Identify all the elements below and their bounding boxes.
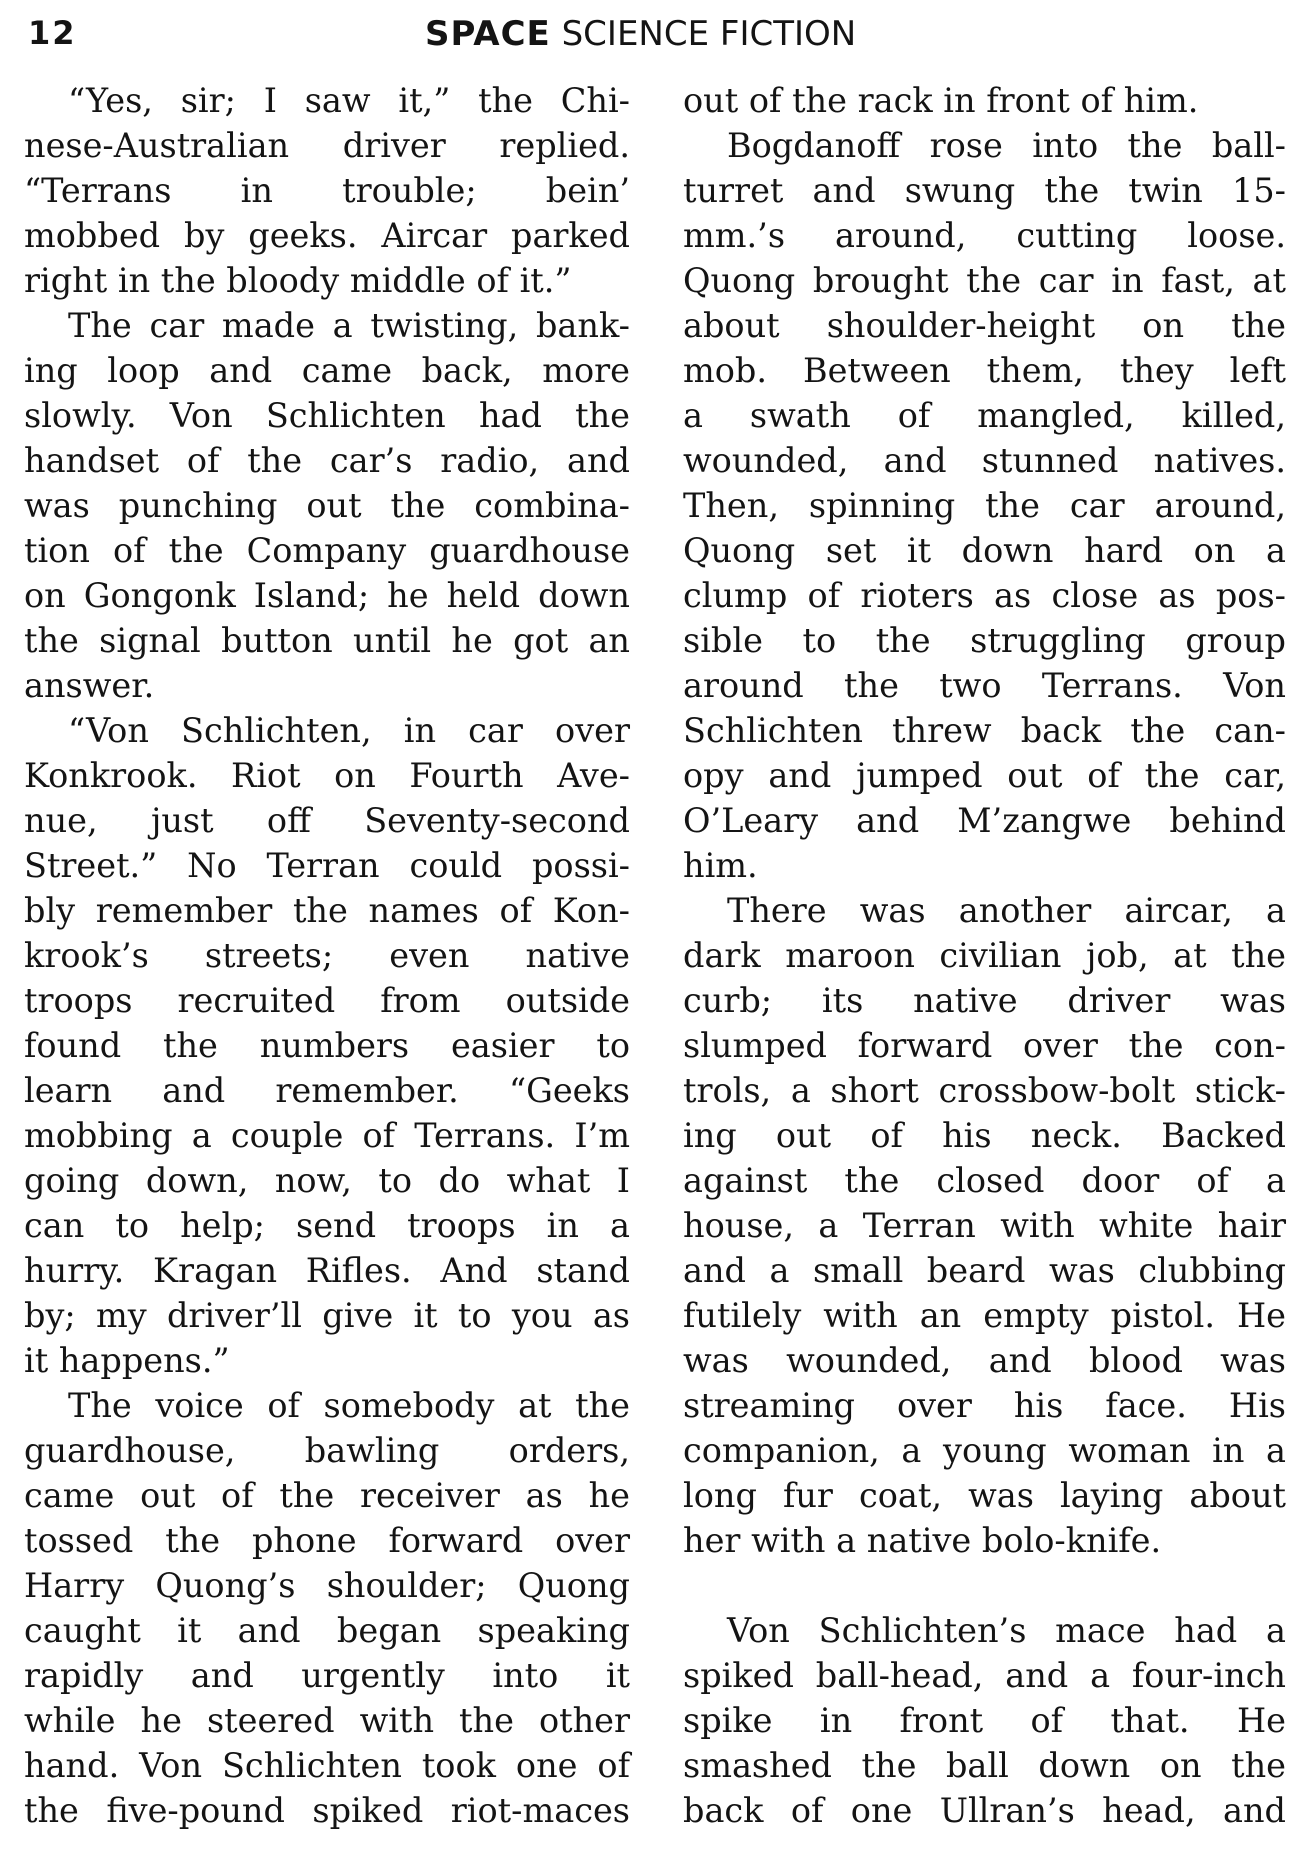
text-line: Quong set it down hard on a — [683, 531, 1286, 570]
text-line: by; my driver’ll give it to you as — [24, 1296, 630, 1335]
text-line: Von Schlichten’s mace had a — [727, 1611, 1286, 1650]
text-line: about shoulder-height on the — [683, 306, 1286, 345]
text-line: her with a native bolo-knife. — [683, 1521, 1162, 1560]
text-line: rapidly and urgently into it — [24, 1656, 630, 1695]
magazine-name: SPACE — [425, 14, 551, 54]
text-line: hand. Von Schlichten took one of — [24, 1746, 630, 1785]
left-text-column — [24, 78, 630, 1833]
right-text-column — [683, 78, 1286, 1833]
text-line: handset of the car’s radio, and — [24, 441, 630, 480]
text-line: nue, just off Seventy-second — [24, 801, 630, 840]
text-line: mm.’s around, cutting loose. — [683, 216, 1286, 255]
text-line: house, a Terran with white hair — [683, 1206, 1286, 1245]
text-line: the five-pound spiked riot-maces — [24, 1791, 630, 1830]
text-line: The car made a twisting, bank- — [68, 306, 630, 345]
text-line: companion, a young woman in a — [683, 1431, 1286, 1470]
text-line: mob. Between them, they left — [683, 351, 1286, 390]
text-line: Then, spinning the car around, — [683, 486, 1286, 525]
text-line: bly remember the names of Kon- — [24, 891, 630, 930]
text-line: ing out of his neck. Backed — [683, 1116, 1286, 1155]
page-number: 12 — [28, 14, 77, 52]
text-line: smashed the ball down on the — [683, 1746, 1286, 1785]
text-line: mobbed by geeks. Aircar parked — [24, 216, 630, 255]
text-line: Schlichten threw back the can- — [683, 711, 1286, 750]
text-line: Konkrook. Riot on Fourth Ave- — [24, 756, 630, 795]
text-line: “Yes, sir; I saw it,” the Chi- — [68, 81, 630, 120]
text-line: “Terrans in trouble; bein’ — [24, 171, 630, 210]
text-line: Street.” No Terran could possi- — [24, 846, 630, 885]
text-line: on Gongonk Island; he held down — [24, 576, 630, 615]
text-line: tion of the Company guardhouse — [24, 531, 630, 570]
text-line: nese-Australian driver replied. — [24, 126, 630, 165]
text-line: him. — [683, 846, 758, 885]
text-line: right in the bloody middle of it.” — [24, 261, 572, 300]
text-line: futilely with an empty pistol. He — [683, 1296, 1286, 1335]
text-line: slowly. Von Schlichten had the — [24, 396, 630, 435]
text-line: clump of rioters as close as pos- — [683, 576, 1286, 615]
text-line: dark maroon civilian job, at the — [683, 936, 1286, 975]
text-line: came out of the receiver as he — [24, 1476, 630, 1515]
text-line: opy and jumped out of the car, — [683, 756, 1286, 795]
text-line: the signal button until he got an — [24, 621, 630, 660]
text-line: out of the rack in front of him. — [683, 81, 1199, 120]
text-line: mobbing a couple of Terrans. I’m — [24, 1116, 630, 1155]
text-line: ing loop and came back, more — [24, 351, 630, 390]
text-line: streaming over his face. His — [683, 1386, 1286, 1425]
text-line: caught it and began speaking — [24, 1611, 630, 1650]
text-line: against the closed door of a — [683, 1161, 1286, 1200]
text-line: was wounded, and blood was — [683, 1341, 1286, 1380]
text-line: long fur coat, was laying about — [683, 1476, 1286, 1515]
running-head-title — [425, 14, 856, 54]
text-line: hurry. Kragan Rifles. And stand — [24, 1251, 630, 1290]
text-line: slumped forward over the con- — [683, 1026, 1286, 1065]
text-line: The voice of somebody at the — [68, 1386, 630, 1425]
text-line: while he steered with the other — [24, 1701, 630, 1740]
text-line: turret and swung the twin 15- — [683, 171, 1286, 210]
text-line: a swath of mangled, killed, — [683, 396, 1286, 435]
text-line: sible to the struggling group — [683, 621, 1286, 660]
paragraph-spacer — [683, 1563, 1286, 1608]
text-line: found the numbers easier to — [24, 1026, 630, 1065]
text-line: trols, a short crossbow-bolt stick- — [683, 1071, 1286, 1110]
text-line: There was another aircar, a — [727, 891, 1286, 930]
text-line: it happens.” — [24, 1341, 230, 1380]
text-line: O’Leary and M’zangwe behind — [683, 801, 1286, 840]
text-line: tossed the phone forward over — [24, 1521, 630, 1560]
text-line: “Von Schlichten, in car over — [68, 711, 630, 750]
section-name: SCIENCE FICTION — [561, 14, 857, 54]
text-line: krook’s streets; even native — [24, 936, 630, 975]
text-line: guardhouse, bawling orders, — [24, 1431, 630, 1470]
text-line: Harry Quong’s shoulder; Quong — [24, 1566, 630, 1605]
text-line: answer. — [24, 666, 155, 705]
text-line: wounded, and stunned natives. — [683, 441, 1286, 480]
text-line: Quong brought the car in fast, at — [683, 261, 1286, 300]
text-line: learn and remember. “Geeks — [24, 1071, 630, 1110]
running-header — [0, 0, 1311, 70]
text-line: back of one Ullran’s head, and — [683, 1791, 1286, 1830]
text-line: spiked ball-head, and a four-inch — [683, 1656, 1286, 1695]
text-line: spike in front of that. He — [683, 1701, 1286, 1740]
text-line: can to help; send troops in a — [24, 1206, 630, 1245]
text-line: was punching out the combina- — [24, 486, 630, 525]
text-line: going down, now, to do what I — [24, 1161, 630, 1200]
text-line: around the two Terrans. Von — [683, 666, 1286, 705]
text-line: Bogdanoff rose into the ball- — [727, 126, 1286, 165]
text-line: curb; its native driver was — [683, 981, 1286, 1020]
text-line: and a small beard was clubbing — [683, 1251, 1286, 1290]
text-line: troops recruited from outside — [24, 981, 630, 1020]
